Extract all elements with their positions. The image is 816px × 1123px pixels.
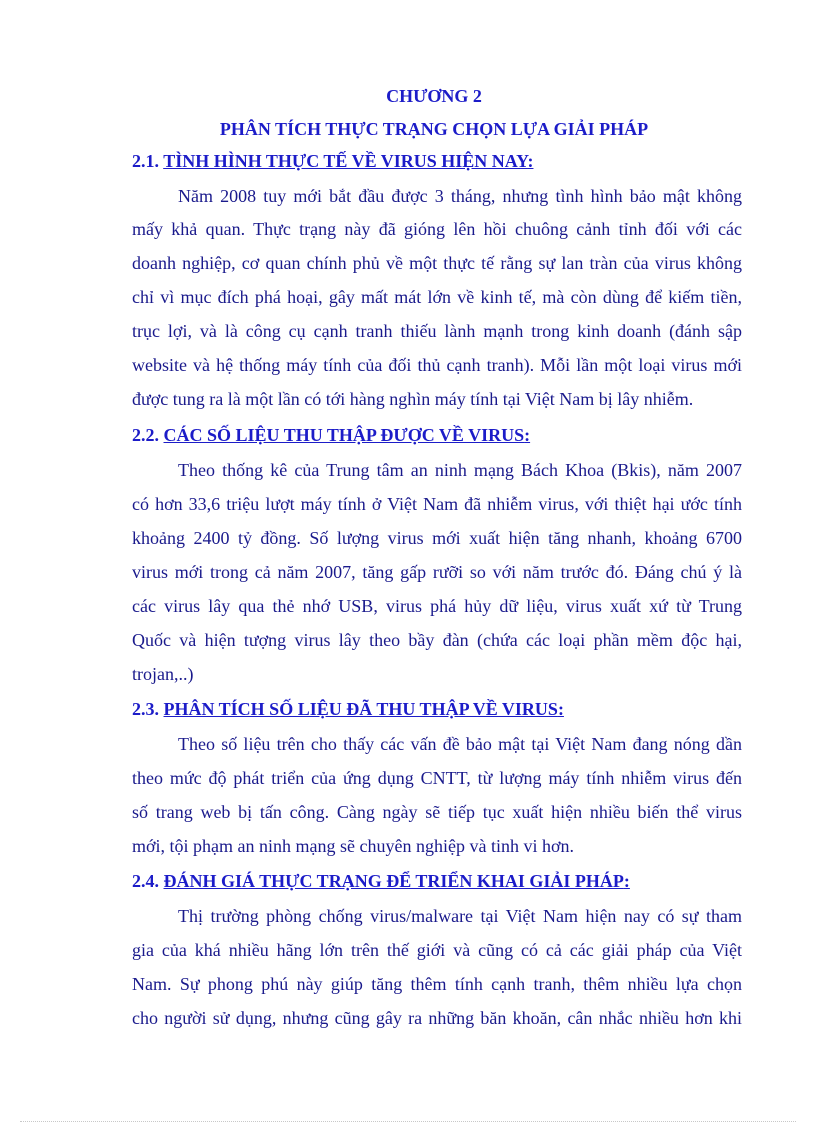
paragraph-line: số trang web bị tấn công. Càng ngày sẽ tiếp tục xuất hiện nhiều biến thể virus [132,802,742,822]
section-number: 2.2. [132,425,159,445]
paragraph-line: chỉ vì mục đích phá hoại, gây mất mát lớn về kinh tế, mà còn dùng để kiếm tiền, [132,287,742,307]
paragraph-line: Nam. Sự phong phú này giúp tăng thêm tính cạnh tranh, thêm nhiều lựa chọn [132,974,742,994]
paragraph-line: cho người sử dụng, nhưng cũng gây ra những băn khoăn, cân nhắc nhiều hơn khi [132,1008,742,1028]
section-number: 2.4. [132,871,159,891]
paragraph-line: doanh nghiệp, cơ quan chính phủ về một thực tế rằng sự lan tràn của virus không [132,253,742,273]
chapter-title: PHÂN TÍCH THỰC TRẠNG CHỌN LỰA GIẢI PHÁP [219,119,649,139]
paragraph-line: website và hệ thống máy tính của đối thủ cạnh tranh). Mỗi lần một loại virus mới [132,355,742,375]
paragraph-line: mới, tội phạm an ninh mạng sẽ chuyên nghiệp và tinh vi hơn. [132,836,574,856]
paragraph-line: mấy khả quan. Thực trạng này đã gióng lên hồi chuông cảnh tỉnh đối với các [132,219,742,239]
paragraph-line: gia của khá nhiều hãng lớn trên thế giới và cũng có cả các giải pháp của Việt [132,940,742,960]
section-heading-2-2 [132,425,530,446]
paragraph-line: Thị trường phòng chống virus/malware tại Việt Nam hiện nay có sự tham [178,906,742,926]
paragraph-line: Quốc và hiện tượng virus lây theo bầy đàn (chứa các loại phần mềm độc hại, [132,630,742,650]
section-title-colon: : [557,699,564,719]
paragraph-line: trojan,..) [132,664,194,684]
paragraph-line: các virus lây qua thẻ nhớ USB, virus phá hủy dữ liệu, virus xuất xứ từ Trung [132,596,742,616]
paragraph-line: theo mức độ phát triển của ứng dụng CNTT, từ lượng máy tính nhiễm virus đến [132,768,742,788]
chapter-number: CHƯƠNG 2 [386,86,482,106]
paragraph-line: Năm 2008 tuy mới bắt đầu được 3 tháng, nhưng tình hình bảo mật không [178,186,742,206]
section-title-colon: : [524,425,531,445]
section-title: CÁC SỐ LIỆU THU THẬP ĐƯỢC VỀ VIRUS [163,425,525,445]
section-heading-2-1 [132,151,533,172]
paragraph-line: khoảng 2400 tỷ đồng. Số lượng virus mới xuất hiện tăng nhanh, khoảng 6700 [132,528,742,548]
paragraph-line: trục lợi, và là công cụ cạnh tranh thiếu lành mạnh trong kinh doanh (đánh sập [132,321,742,341]
paragraph-line: được tung ra là một lần có tới hàng nghìn máy tính tại Việt Nam bị lây nhiễm. [132,389,694,409]
section-title-colon: : [527,151,534,171]
section-number: 2.1. [132,151,159,171]
paragraph-line: virus mới trong cả năm 2007, tăng gấp rưỡi so với năm trước đó. Đáng chú ý là [132,562,742,582]
section-title: TÌNH HÌNH THỰC TẾ VỀ VIRUS HIỆN NAY [163,151,528,171]
section-number: 2.3. [132,699,159,719]
page-bottom-rule [20,1121,796,1122]
section-title: PHÂN TÍCH SỐ LIỆU ĐÃ THU THẬP VỀ VIRUS [163,699,558,719]
paragraph-line: có hơn 33,6 triệu lượt máy tính ở Việt Nam đã nhiễm virus, với thiệt hại ước tính [132,494,742,514]
paragraph-line: Theo thống kê của Trung tâm an ninh mạng Bách Khoa (Bkis), năm 2007 [178,460,742,480]
section-title-colon: : [623,871,630,891]
section-title: ĐÁNH GIÁ THỰC TRẠNG ĐỂ TRIỂN KHAI GIẢI PHÁP [163,871,624,891]
section-heading-2-3 [132,699,564,720]
paragraph-line: Theo số liệu trên cho thấy các vấn đề bảo mật tại Việt Nam đang nóng dần [178,734,742,754]
section-heading-2-4 [132,871,630,892]
